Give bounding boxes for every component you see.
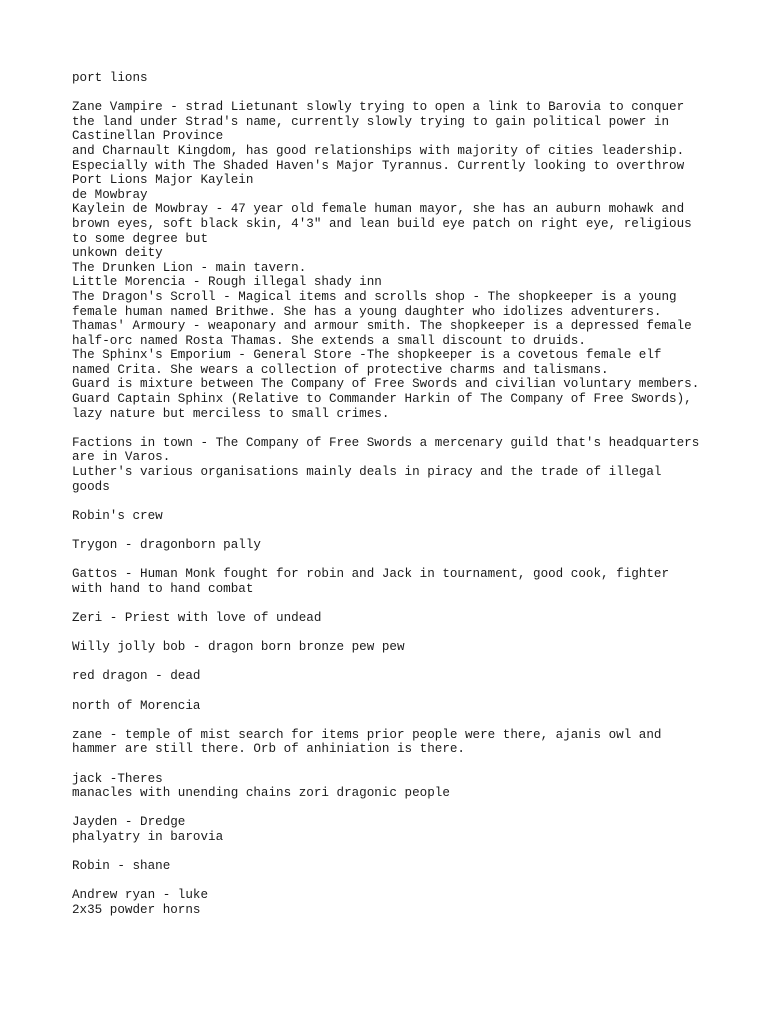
text-line: port lions (72, 71, 148, 85)
text-line: The Drunken Lion - main tavern. (72, 260, 307, 275)
paragraph-title (72, 71, 712, 86)
text-line: Castinellan Province (72, 129, 224, 144)
text-line: are in Varos. (72, 450, 171, 465)
text-line: Port Lions Major Kaylein (72, 173, 254, 188)
text-line: the land under Strad's name, currently slowly trying to gain political power in (72, 114, 670, 129)
paragraph-port-lions-notes (72, 100, 712, 421)
text-line: Andrew ryan - luke (72, 888, 209, 903)
text-line: with hand to hand combat (72, 581, 254, 596)
paragraph-andrew (72, 888, 712, 917)
text-line: and Charnault Kingdom, has good relationships with majority of cities leadership. (72, 143, 685, 158)
text-line: The Dragon's Scroll - Magical items and scrolls shop - The shopkeeper is a young (72, 289, 677, 304)
text-line: Trygon - dragonborn pally (72, 538, 261, 552)
text-line: Factions in town - The Company of Free Swords a mercenary guild that's headquarters (72, 435, 700, 450)
text-line: named Crita. She wears a collection of protective charms and talismans. (72, 362, 609, 377)
text-line: jack -Theres (72, 771, 163, 786)
text-line: to some degree but (72, 231, 209, 246)
text-line: north of Morencia (72, 698, 201, 713)
text-line: Gattos - Human Monk fought for robin and Jack in tournament, good cook, fighter (72, 567, 670, 582)
paragraph-red-dragon (72, 669, 712, 684)
text-line: Little Morencia - Rough illegal shady inn (72, 275, 382, 290)
text-line: hammer are still there. Orb of anhiniation is there. (72, 742, 465, 757)
text-line: unkown deity (72, 246, 163, 261)
text-line: goods (72, 479, 110, 494)
paragraph-zeri (72, 611, 712, 626)
paragraph-gattos (72, 567, 712, 596)
text-line: Thamas' Armoury - weaponary and armour smith. The shopkeeper is a depressed female (72, 319, 692, 334)
text-line: Especially with The Shaded Haven's Major Tyrannus. Currently looking to overthrow (72, 158, 685, 173)
paragraph-trygon (72, 538, 712, 553)
text-line: manacles with unending chains zori dragonic people (72, 786, 450, 801)
paragraph-jack (72, 772, 712, 801)
text-line: Guard Captain Sphinx (Relative to Commander Harkin of The Company of Free Swords), (72, 392, 692, 407)
paragraph-crew-heading (72, 509, 712, 524)
text-line: Jayden - Dredge (72, 815, 186, 830)
text-line: lazy nature but merciless to small crimes. (72, 406, 390, 421)
paragraph-robin (72, 859, 712, 874)
text-line: Zeri - Priest with love of undead (72, 610, 322, 625)
text-line: brown eyes, soft black skin, 4'3" and lean build eye patch on right eye, religious (72, 216, 692, 231)
text-line: Luther's various organisations mainly deals in piracy and the trade of illegal (72, 465, 662, 480)
document-body (72, 71, 712, 932)
text-line: half-orc named Rosta Thamas. She extends a small discount to druids. (72, 333, 586, 348)
text-line: red dragon - dead (72, 669, 201, 684)
text-line: The Sphinx's Emporium - General Store -The shopkeeper is a covetous female elf (72, 348, 662, 363)
paragraph-north-morencia (72, 699, 712, 714)
text-line: Robin - shane (72, 859, 171, 874)
text-line: female human named Brithwe. She has a young daughter who idolizes adventurers. (72, 304, 662, 319)
text-line: phalyatry in barovia (72, 829, 224, 844)
paragraph-willy (72, 640, 712, 655)
text-line: Guard is mixture between The Company of Free Swords and civilian voluntary members. (72, 377, 700, 392)
text-line: 2x35 powder horns (72, 902, 201, 917)
paragraph-jayden (72, 815, 712, 844)
text-line: Robin's crew (72, 508, 163, 523)
text-line: de Mowbray (72, 187, 148, 202)
text-line: Zane Vampire - strad Lietunant slowly trying to open a link to Barovia to conquer (72, 100, 685, 115)
paragraph-factions (72, 436, 712, 494)
text-line: Willy jolly bob - dragon born bronze pew pew (72, 640, 405, 655)
paragraph-zane-temple (72, 728, 712, 757)
text-line: Kaylein de Mowbray - 47 year old female human mayor, she has an auburn mohawk and (72, 202, 685, 217)
text-line: zane - temple of mist search for items prior people were there, ajanis owl and (72, 727, 662, 742)
